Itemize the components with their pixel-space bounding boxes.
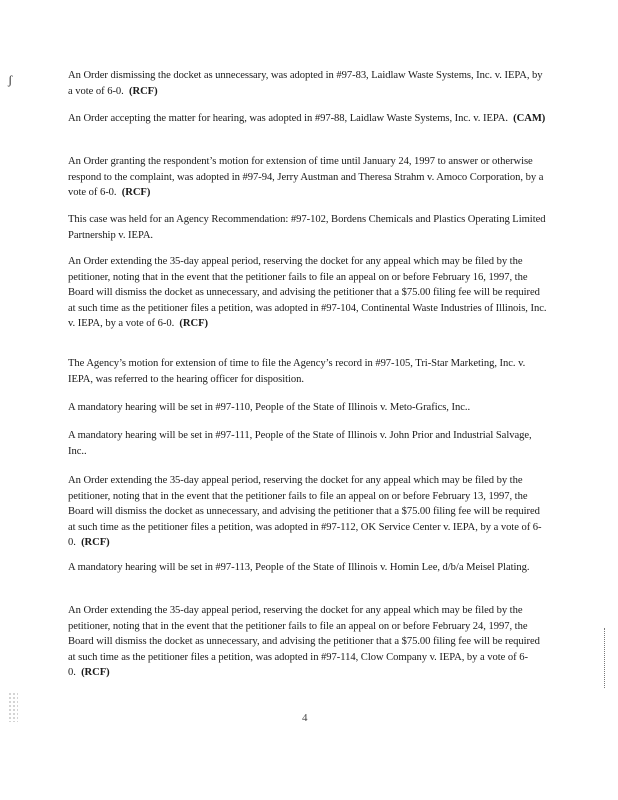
paragraph-text: This case was held for an Agency Recommendation: #97-102, Bordens Chemicals and Plastics Operating Limited Partnership v. IEPA. (68, 214, 546, 241)
paragraph-97-114 (68, 603, 548, 681)
paragraph-text: An Order accepting the matter for hearing, was adopted in #97-88, Laidlaw Waste Systems, Inc. v. IEPA. (68, 113, 508, 124)
paragraph-text: A mandatory hearing will be set in #97-113, People of the State of Illinois v. Homin Lee, d/b/a Meisel Plating. (68, 562, 530, 573)
paragraph-97-105 (68, 356, 548, 387)
initials: (RCF) (81, 667, 110, 678)
margin-dots (604, 628, 607, 688)
initials: (RCF) (179, 318, 208, 329)
margin-mark: ʃ (8, 72, 13, 87)
paragraph-text: An Order extending the 35-day appeal period, reserving the docket for any appeal which may be filed by the petitioner, noting that in the event that the petitioner fails to file an appeal on or before February 24, 1997, the Board will dismiss the docket as unnecessary, and advising the petitioner that a $75.00 filing fee will be required at such time as the petitioner files a petition, was adopted in #97-114, Clow Company v. IEPA, by a vote of 6-0. (68, 605, 540, 678)
initials: (RCF) (121, 187, 151, 198)
initials: (RCF) (128, 85, 158, 97)
paragraph-97-110 (68, 400, 548, 416)
paragraph-97-83 (68, 68, 548, 99)
scan-speckle (8, 692, 18, 722)
paragraph-97-112 (68, 473, 548, 551)
paragraph-97-111 (68, 428, 548, 459)
paragraph-text: An Order extending the 35-day appeal period, reserving the docket for any appeal which may be filed by the petitioner, noting that in the event that the petitioner fails to file an appeal on or before February 16, 1997, the Board will dismiss the docket as unnecessary, and advising the petitioner that a $75.00 filing fee will be required at such time as the petitioner files a petition, was adopted in #97-104, Continental Waste Industries of Illinois, Inc. v. IEPA, by a vote of 6-0. (68, 256, 547, 329)
paragraph-text: A mandatory hearing will be set in #97-110, People of the State of Illinois v. Meto-Grafics, Inc.. (68, 402, 471, 413)
paragraph-text: An Order granting the respondent’s motion for extension of time until January 24, 1997 to answer or otherwise respond to the complaint, was adopted in #97-94, Jerry Austman and Theresa Strahm v. Amoco Corporation, by a vote of 6-0. (68, 156, 544, 198)
paragraph-text: A mandatory hearing will be set in #97-111, People of the State of Illinois v. John Prior and Industrial Salvage, Inc.. (68, 430, 532, 457)
initials: (RCF) (81, 537, 110, 548)
paragraph-97-113 (68, 560, 548, 576)
page-number: 4 (302, 712, 308, 724)
paragraph-97-94 (68, 154, 548, 201)
initials: (CAM) (513, 113, 546, 124)
paragraph-97-88 (68, 111, 548, 127)
paragraph-97-104 (68, 254, 548, 332)
paragraph-text: An Order extending the 35-day appeal period, reserving the docket for any appeal which may be filed by the petitioner, noting that in the event that the petitioner fails to file an appeal on or before February 13, 1997, the Board will dismiss the docket as unnecessary, and advising the petitioner that a $75.00 filing fee will be required at such time as the petitioner files a petition, was adopted in #97-112, OK Service Center v. IEPA, by a vote of 6-0. (68, 475, 542, 548)
paragraph-97-102 (68, 212, 548, 243)
paragraph-text: The Agency’s motion for extension of time to file the Agency’s record in #97-105, Tri-Star Marketing, Inc. v. IEPA, was referred to the hearing officer for disposition. (68, 358, 526, 385)
paragraph-text: An Order dismissing the docket as unnecessary, was adopted in #97-83, Laidlaw Waste Systems, Inc. v. IEPA, by a vote of 6-0. (68, 70, 543, 97)
